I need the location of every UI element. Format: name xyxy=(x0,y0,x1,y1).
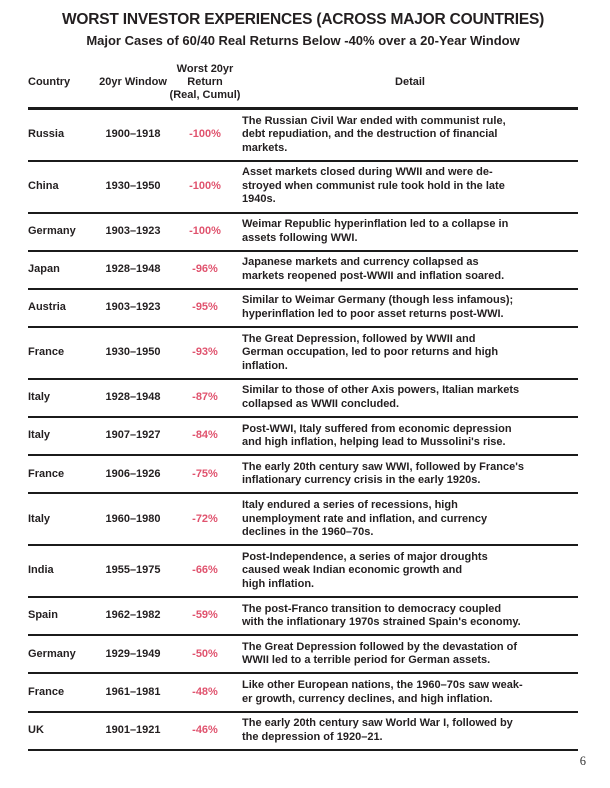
window-cell: 1928–1948 xyxy=(105,263,161,276)
country-cell: India xyxy=(28,564,54,577)
column-header-return: Worst 20yr Return (Real, Cumul) xyxy=(169,63,241,101)
table-row xyxy=(28,214,578,252)
window-cell: 1903–1923 xyxy=(105,224,161,237)
country-cell: Italy xyxy=(28,429,51,442)
window-cell: 1955–1975 xyxy=(105,564,161,577)
detail-cell: The Great Depression, followed by WWII and German occupation, led to poor returns and high inflation. xyxy=(242,332,499,372)
return-cell: -72% xyxy=(192,512,218,525)
column-header-country: Country xyxy=(28,76,71,88)
column-header-detail: Detail xyxy=(395,76,425,88)
table-row xyxy=(28,456,578,494)
country-cell: France xyxy=(28,467,65,480)
window-cell: 1928–1948 xyxy=(105,391,161,404)
detail-cell: Weimar Republic hyperinflation led to a collapse in assets following WWI. xyxy=(242,218,509,244)
detail-cell: Like other European nations, the 1960–70s saw weak- er growth, currency declines, and high inflation. xyxy=(242,678,523,705)
country-cell: France xyxy=(28,685,65,698)
country-cell: UK xyxy=(28,723,44,736)
document-title: WORST INVESTOR EXPERIENCES (ACROSS MAJOR COUNTRIES) xyxy=(61,11,545,28)
table-row xyxy=(28,252,578,290)
detail-cell: The post-Franco transition to democracy coupled with the inflationary 1970s strained Spain's economy. xyxy=(242,602,521,629)
detail-cell: The early 20th century saw WWI, followed by France's inflationary currency crisis in the early 1920s. xyxy=(242,460,524,487)
document-subtitle: Major Cases of 60/40 Real Returns Below -40% over a 20-Year Window xyxy=(86,33,520,48)
return-cell: -75% xyxy=(192,467,218,480)
window-cell: 1930–1950 xyxy=(105,179,161,192)
detail-cell: The Russian Civil War ended with communist rule, debt repudiation, and the destruction of financial markets. xyxy=(242,114,506,154)
table-body xyxy=(28,110,578,751)
column-header-window: 20yr Window xyxy=(99,76,167,88)
window-cell: 1930–1950 xyxy=(105,346,161,359)
table-row xyxy=(28,598,578,636)
return-cell: -66% xyxy=(192,564,218,577)
return-cell: -46% xyxy=(192,723,218,736)
table-row xyxy=(28,674,578,712)
window-cell: 1962–1982 xyxy=(105,609,161,622)
return-cell: -100% xyxy=(189,179,221,192)
table-header-row xyxy=(28,63,578,110)
window-cell: 1960–1980 xyxy=(105,512,161,525)
country-cell: Spain xyxy=(28,609,58,622)
table-row xyxy=(28,713,578,751)
window-cell: 1907–1927 xyxy=(105,429,161,442)
detail-cell: Italy endured a series of recessions, high unemployment rate and inflation, and currency declines in the 1960–70s. xyxy=(242,498,488,539)
table-row xyxy=(28,328,578,380)
return-cell: -59% xyxy=(192,609,218,622)
return-cell: -84% xyxy=(192,429,218,442)
detail-cell: Similar to Weimar Germany (though less infamous); hyperinflation led to poor asset returns post-WWI. xyxy=(242,294,514,321)
window-cell: 1906–1926 xyxy=(105,467,161,480)
country-cell: Germany xyxy=(28,647,76,660)
country-cell: Japan xyxy=(28,263,60,276)
country-cell: Russia xyxy=(28,128,65,141)
detail-cell: Asset markets closed during WWII and were de- stroyed when communist rule took hold in the late 1940s. xyxy=(242,166,505,206)
table-row xyxy=(28,546,578,598)
country-cell: Italy xyxy=(28,391,51,404)
detail-cell: Similar to those of other Axis powers, Italian markets collapsed as WWII concluded. xyxy=(242,384,520,410)
country-cell: Germany xyxy=(28,224,76,237)
country-cell: Italy xyxy=(28,512,51,525)
detail-cell: The early 20th century saw World War I, followed by the depression of 1920–21. xyxy=(242,717,513,743)
window-cell: 1961–1981 xyxy=(105,685,161,698)
return-cell: -87% xyxy=(192,391,218,404)
country-cell: Austria xyxy=(28,301,66,314)
table-row xyxy=(28,110,578,162)
country-cell: France xyxy=(28,346,65,359)
table-row xyxy=(28,418,578,456)
detail-cell: Post-WWI, Italy suffered from economic depression and high inflation, helping lead to Mussolini's rise. xyxy=(242,422,512,449)
return-cell: -100% xyxy=(189,224,221,237)
window-cell: 1903–1923 xyxy=(105,301,161,314)
table-row xyxy=(28,162,578,214)
detail-cell: Japanese markets and currency collapsed as markets reopened post-WWII and inflation soared. xyxy=(242,256,505,282)
window-cell: 1900–1918 xyxy=(105,128,161,141)
return-cell: -48% xyxy=(192,685,218,698)
window-cell: 1901–1921 xyxy=(105,723,161,736)
table-row xyxy=(28,380,578,418)
window-cell: 1929–1949 xyxy=(105,647,161,660)
detail-cell: Post-Independence, a series of major droughts caused weak Indian economic growth and high inflation. xyxy=(242,550,488,590)
country-cell: China xyxy=(28,179,59,192)
return-cell: -95% xyxy=(192,301,218,314)
return-cell: -93% xyxy=(192,346,218,359)
return-cell: -50% xyxy=(192,647,218,660)
detail-cell: The Great Depression followed by the devastation of WWII led to a terrible period for German assets. xyxy=(242,640,518,667)
table-row xyxy=(28,494,578,546)
page-number: 6 xyxy=(579,753,586,768)
return-cell: -96% xyxy=(192,263,218,276)
table-row xyxy=(28,290,578,328)
return-cell: -100% xyxy=(189,128,221,141)
table-row xyxy=(28,636,578,674)
